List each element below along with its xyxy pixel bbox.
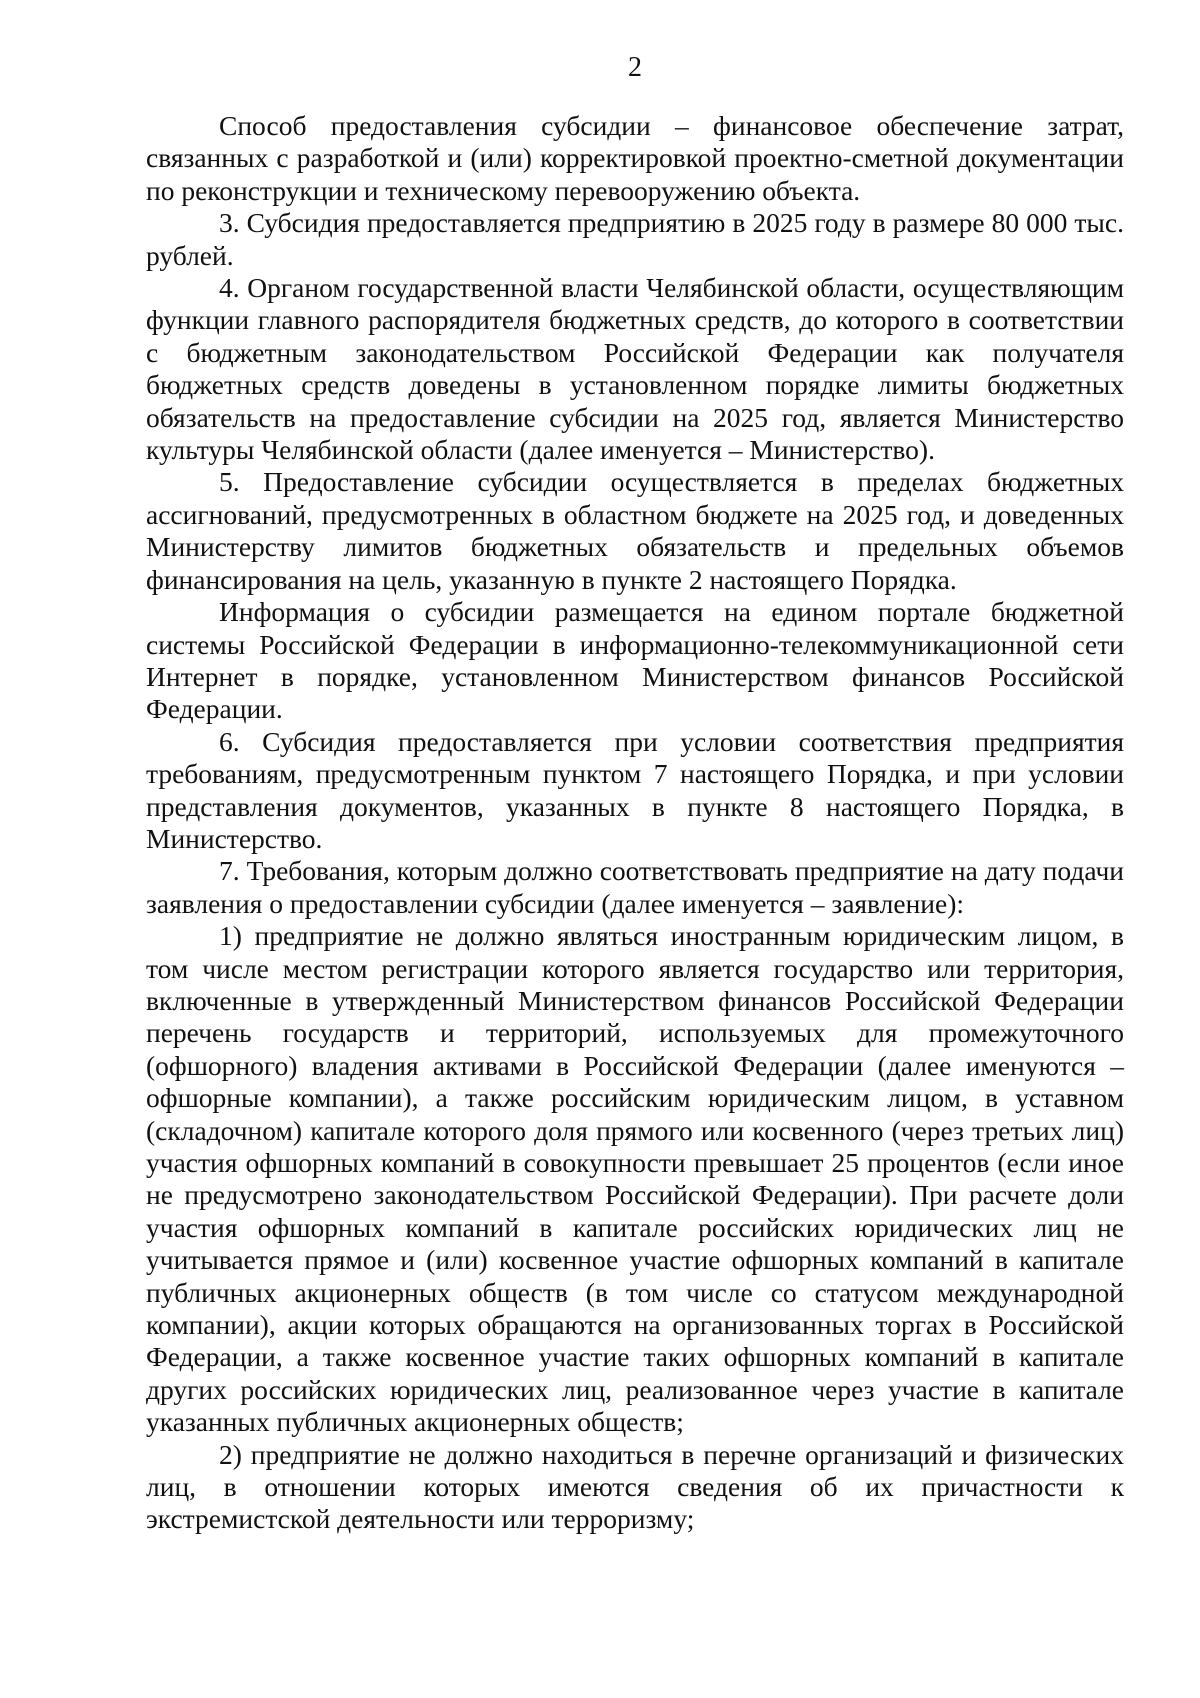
paragraph-item-7-1: 1) предприятие не должно являться иностранным юридическим лицом, в том числе местом регистрации которого является государство или территория, включенные в утвержденный Министерством финансов Российской Федерации перечень государств и территорий, используемых для промежуточного (офшорного) владения активами в Российской Федерации (далее именуются – офшорные компании), а также российским юридическим лицом, в уставном (складочном) капитале которого доля прямого или косвенного (через третьих лиц) участия офшорных компаний в совокупности превышает 25 процентов (если иное не предусмотрено законодательством Российской Федерации). При расчете доли участия офшорных компаний в капитале российских юридических лиц не учитывается прямое и (или) косвенное участие офшорных компаний в капитале публичных акционерных обществ (в том числе со статусом международной компании), акции которых обращаются на организованных торгах в Российской Федерации, а также косвенное участие таких офшорных компаний в капитале других российских юридических лиц, реализованное через участие в капитале указанных публичных акционерных обществ; bbox=[146, 920, 1124, 1438]
paragraph-subsidy-info: Информация о субсидии размещается на едином портале бюджетной системы Российской Федерации в информационно-телекоммуникационной сети Интернет в порядке, установленном Министерством финансов Российской Федерации. bbox=[146, 596, 1124, 725]
paragraph-item-5: 5. Предоставление субсидии осуществляется в пределах бюджетных ассигнований, предусмотренных в областном бюджете на 2025 год, и доведенных Министерству лимитов бюджетных обязательств и предельных объемов финансирования на цель, указанную в пункте 2 настоящего Порядка. bbox=[146, 466, 1124, 595]
paragraph-item-7-2: 2) предприятие не должно находиться в перечне организаций и физических лиц, в отношении которых имеются сведения об их причастности к экстремистской деятельности или терроризму; bbox=[146, 1438, 1124, 1535]
paragraph-item-7: 7. Требования, которым должно соответствовать предприятие на дату подачи заявления о предоставлении субсидии (далее именуется – заявление): bbox=[146, 855, 1124, 919]
paragraph-item-4: 4. Органом государственной власти Челябинской области, осуществляющим функции главного распорядителя бюджетных средств, до которого в соответствии с бюджетным законодательством Российской Федерации как получателя бюджетных средств доведены в установленном порядке лимиты бюджетных обязательств на предоставление субсидии на 2025 год, является Министерство культуры Челябинской области (далее именуется – Министерство). bbox=[146, 272, 1124, 466]
document-body bbox=[146, 110, 1124, 1536]
paragraph-item-6: 6. Субсидия предоставляется при условии соответствия предприятия требованиям, предусмотренным пунктом 7 настоящего Порядка, и при условии представления документов, указанных в пункте 8 настоящего Порядка, в Министерство. bbox=[146, 725, 1124, 854]
page-number: 2 bbox=[628, 52, 642, 83]
paragraph-item-3: 3. Субсидия предоставляется предприятию в 2025 году в размере 80 000 тыс. рублей. bbox=[146, 207, 1124, 271]
paragraph-subsidy-method: Способ предоставления субсидии – финансовое обеспечение затрат, связанных с разработкой и (или) корректировкой проектно-сметной документации по реконструкции и техническому перевооружению объекта. bbox=[146, 110, 1124, 206]
